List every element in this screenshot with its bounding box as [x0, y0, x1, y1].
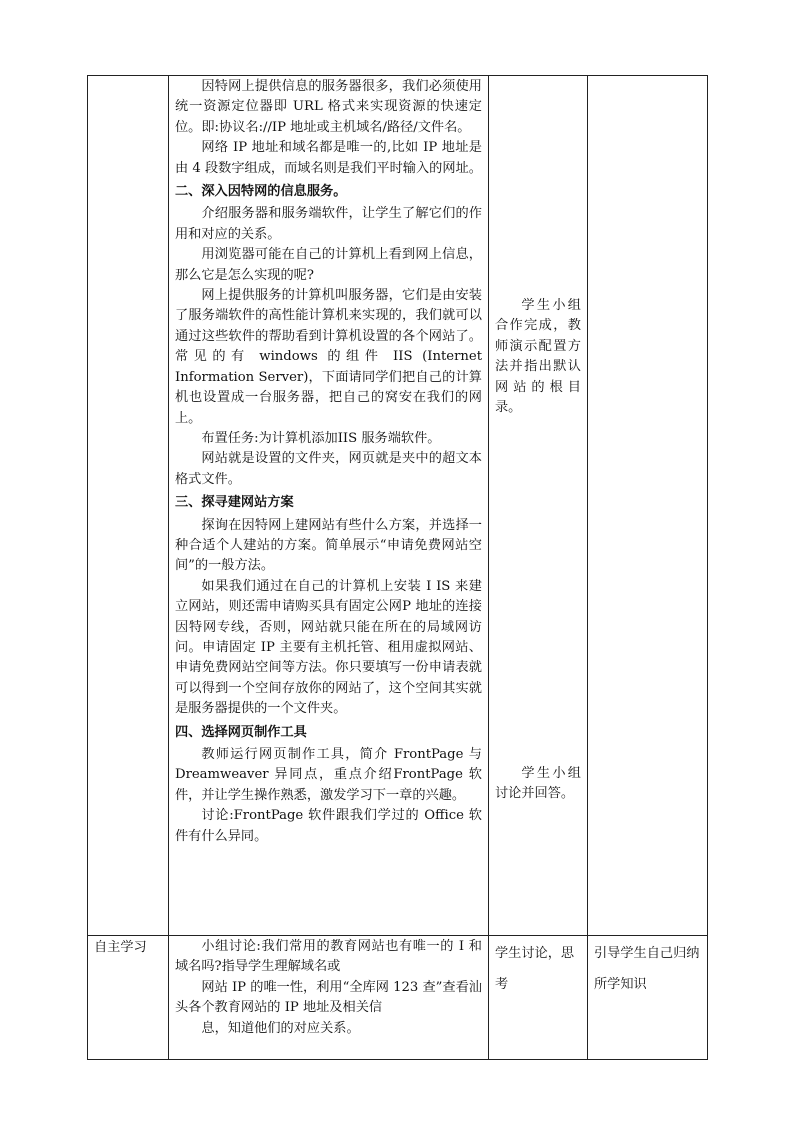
paragraph: 介绍服务器和服务端软件，让学生了解它们的作用和对应的关系。 — [175, 206, 482, 242]
paragraph: 网络 IP 地址和域名都是唯一的,比如 IP 地址是由 4 段数字组成，而域名则是我们平时输入的网址。 — [175, 140, 482, 176]
student-activity-text: 学生小组合作完成，教师演示配置方法并指出默认网站的根目录。 — [495, 298, 581, 416]
lesson-plan-table — [87, 75, 708, 1060]
paragraph: 小组讨论:我们常用的教育网站也有唯一的 I 和域名吗?指导学生理解域名或 — [175, 939, 482, 975]
table-row — [88, 76, 708, 936]
paragraph: 教师运行网页制作工具，简介 FrontPage 与 Dreamweaver 异同点，重点介绍FrontPage 软件，并让学生操作熟悉，激发学习下一章的兴趣。 — [175, 747, 482, 803]
paragraph: 如果我们通过在自己的计算机上安装 I IS 来建立网站，则还需申请购买具有固定公网P 地址的连接因特网专线，否则，网站就只能在所在的局域网访问。申请固定 IP 主要有主机托管、租用虚拟网站、申请免费网站空间等方法。你只要填写一份申请表就可以得到一个空间存放你的网站了，这个空间其实就是服务器提供的一个文件夹。 — [175, 578, 482, 717]
teacher-activity-cell-empty — [588, 76, 708, 936]
paragraph: 布置任务:为计算机添加IIS 服务端软件。 — [201, 430, 441, 446]
table-row — [88, 936, 708, 1060]
student-activity-text: 学生小组讨论并回答。 — [495, 766, 581, 802]
teacher-activity-cell — [588, 936, 708, 1060]
student-activity-cell — [489, 76, 588, 936]
paragraph: 网上提供服务的计算机叫服务器，它们是由安装了服务端软件的高性能计算机来实现的，我们就可以通过这些软件的帮助看到计算机设置的各个网站了。常见的有 windows 的组件 IIS (Internet Information Server)，下面请同学们把自己的计算机也设置成一台服务器，把自己的窝安在我们的网上。 — [175, 288, 482, 426]
content-cell — [169, 936, 489, 1060]
student-activity-cell — [489, 936, 588, 1060]
content-cell — [169, 76, 489, 936]
paragraph: 探询在因特网上建网站有些什么方案，并选择一种合适个人建站的方案。简单展示“申请免费网站空间”的一般方法。 — [175, 517, 482, 574]
section-heading: 三、探寻建网站方案 — [175, 495, 294, 511]
paragraph: 息，知道他们的对应关系。 — [201, 1020, 360, 1036]
paragraph: 网站 IP 的唯一性，利用“全库网 123 查”查看汕头各个教育网站的 IP 地址及相关信 — [175, 979, 482, 1016]
paragraph: 用浏览器可能在自己的计算机上看到网上信息，那么它是怎么实现的呢? — [175, 247, 482, 283]
section-heading: 二、深入因特网的信息服务。 — [175, 184, 347, 200]
paragraph: 网站就是设置的文件夹，网页就是夹中的超文本格式文件。 — [175, 451, 482, 487]
teacher-activity-text: 引导学生自己归纳所学知识 — [594, 946, 700, 992]
stage-label: 自主学习 — [94, 940, 147, 955]
paragraph: 因特网上提供信息的服务器很多，我们必须使用统一资源定位器即 URL 格式来实现资源的快速定位。即:协议名://IP 地址或主机域名/路径/文件名。 — [175, 79, 482, 135]
stage-cell-empty — [88, 76, 169, 936]
student-activity-text: 学生讨论，思考 — [495, 946, 575, 992]
paragraph: 讨论:FrontPage 软件跟我们学过的 Office 软件有什么异同。 — [175, 808, 482, 844]
section-heading: 四、选择网页制作工具 — [175, 724, 307, 740]
stage-label-cell — [88, 936, 169, 1060]
